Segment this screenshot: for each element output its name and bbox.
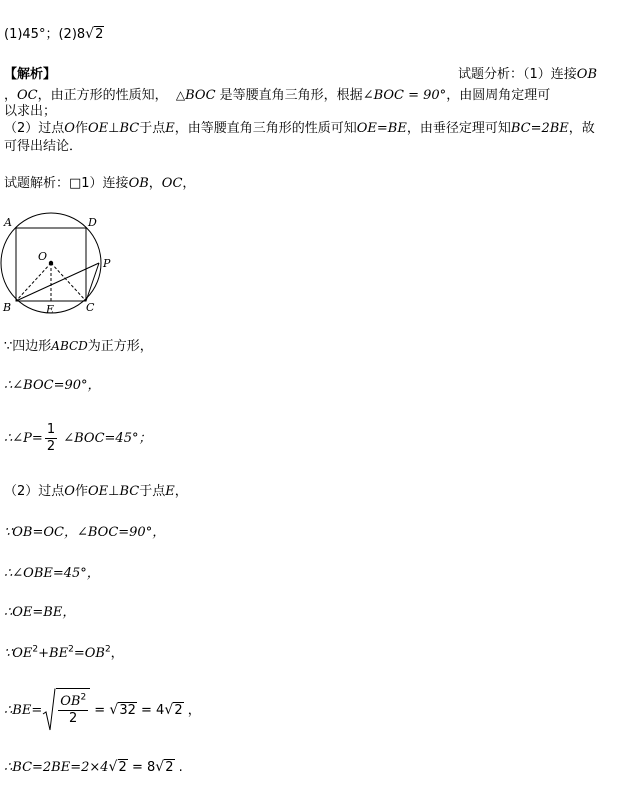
analysis-line4: （2）过点O作OE⊥BC于点E，由等腰直角三角形的性质可知OE=BE，由垂径定理可知BC=2BE，故 [4, 121, 595, 136]
label-a: A [4, 216, 12, 229]
step-3: ∴∠P= $\frac{1}{2}$ ∠BOC=45°； [4, 422, 152, 454]
step-9: ∴BE= $\frac{OB^2}{2}$ = √ 32 = 4√ 2 ， [4, 688, 201, 733]
analysis-line3: 以求出； [4, 104, 57, 119]
step-5: ∵OB=OC，∠BOC=90°， [4, 525, 166, 540]
answer-sep: ； [45, 27, 59, 42]
step-8: $\because OE^2+BE^2=OB^2$， [4, 644, 124, 661]
segment-pb [16, 263, 99, 301]
answer-part1: (1)45° [4, 27, 46, 42]
sqrt-ob2-over-2: $\frac{OB^2}{2}$ [42, 688, 90, 733]
analysis-heading-line [4, 66, 56, 84]
answer-line [4, 26, 104, 44]
label-p: P [103, 257, 111, 270]
step-10: ∴BC=2BE=2×4√ 2 = 8√ 2 . [4, 759, 183, 777]
sqrt-32: √ 32 [109, 689, 137, 733]
step-2: ∴∠BOC=90°， [4, 378, 101, 393]
step-4: （2）过点O作OE⊥BC于点E， [4, 484, 188, 499]
answer-part2: (2)8 [58, 27, 86, 42]
sqrt-2-a: √ 2 [164, 689, 183, 733]
segment-oc [51, 263, 86, 301]
analysis-intro: 试题分析：（1）连接OB [458, 67, 597, 82]
segment-ob [16, 263, 51, 301]
step-7: ∴OE=BE， [4, 605, 76, 620]
label-b: B [3, 301, 12, 314]
fraction-half: $\frac{1}{2}$ [46, 422, 56, 454]
analysis-heading: 【解析】 [4, 67, 57, 82]
label-c: C [86, 301, 95, 314]
label-o: O [38, 250, 48, 263]
sqrt-2-b: √ 2 [109, 759, 128, 777]
answer-sqrt: √ 2 [85, 26, 104, 44]
label-e: E [46, 303, 55, 316]
geometry-figure [0, 210, 130, 320]
sqrt-2-c: √ 2 [155, 759, 174, 777]
step-1: ∵四边形ABCD为正方形， [4, 339, 153, 354]
solution-title: 试题解析：□1）连接OB，OC， [4, 176, 196, 191]
analysis-line5: 可得出结论． [4, 139, 83, 154]
point-o [49, 261, 53, 265]
label-d: D [88, 216, 97, 229]
analysis-line2: ，OC，由正方形的性质知， △BOC 是等腰直角三角形，根据∠BOC = 90°，由圆周角定理可 [4, 88, 551, 103]
step-6: ∴∠OBE=45°， [4, 566, 100, 581]
